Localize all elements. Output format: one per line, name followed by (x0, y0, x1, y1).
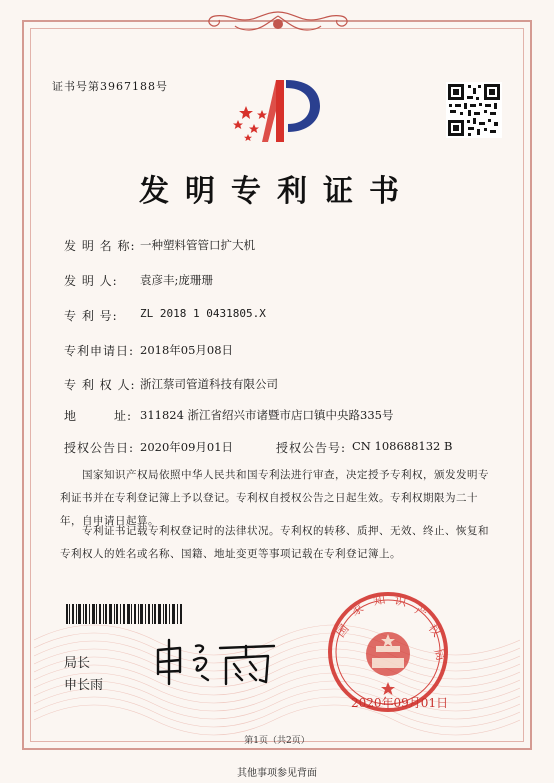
patentee-label: 专 利 权 人: (64, 378, 136, 392)
grant-number-label: 授权公告号: (276, 441, 347, 455)
svg-text:识: 识 (393, 593, 408, 610)
address-label-a: 地 (64, 409, 78, 423)
svg-text:国: 国 (333, 621, 352, 640)
grant-date-label: 授权公告日: (64, 441, 135, 455)
certificate-title: 发明专利证书 (139, 174, 415, 209)
footer-note: 其他事项参见背面 (237, 768, 317, 779)
page-indicator: 第1页（共2页） (244, 736, 310, 746)
statement-paragraph-1: 国家知识产权局依照中华人民共和国专利法进行审查，决定授予专利权，颁发发明专利证书并在专利登记簿上予以登记。专利权自授权公告之日起生效。专利权期限为二十年，自申请日起算。 (60, 469, 489, 527)
filing-date-label: 专利申请日: (64, 344, 135, 358)
signature-icon (150, 636, 282, 688)
svg-text:家: 家 (348, 600, 366, 619)
address-value: 311824 浙江省绍兴市诸暨市店口镇中央路335号 (140, 408, 394, 422)
patent-number-label: 专 利 号: (64, 309, 118, 323)
filing-date-value: 2018年05月08日 (140, 343, 234, 357)
cnipa-logo-icon (232, 76, 324, 146)
grant-number-value: CN 108688132 B (352, 439, 453, 453)
seal-date: 2020年09月01日 (351, 696, 449, 710)
certificate-number: 证书号第3967188号 (52, 80, 168, 93)
svg-text:局: 局 (431, 646, 449, 663)
grant-date-value: 2020年09月01日 (140, 440, 234, 454)
patent-number-value: ZL 2018 1 0431805.X (140, 307, 266, 320)
statement-paragraph-2: 专利证书记载专利权登记时的法律状况。专利权的转移、质押、无效、终止、恢复和专利权人的姓名或名称、国籍、地址变更等事项记载在专利登记簿上。 (60, 525, 489, 560)
director-name: 申长雨 (64, 678, 104, 693)
address-label-b: 址: (114, 409, 133, 423)
inventors-label: 发 明 人: (64, 274, 118, 288)
inventors-value: 袁彦丰;庞珊珊 (140, 273, 213, 287)
svg-text:知: 知 (372, 592, 387, 608)
barcode-icon (66, 604, 184, 624)
svg-text:产: 产 (412, 602, 430, 621)
invention-name-value: 一种塑料管管口扩大机 (140, 238, 255, 252)
director-title: 局长 (64, 656, 91, 671)
svg-text:权: 权 (425, 621, 445, 640)
patentee-value: 浙江蔡司管道科技有限公司 (140, 377, 278, 391)
ornament-icon (205, 8, 351, 42)
qr-code-icon (446, 82, 502, 138)
invention-name-label: 发 明 名 称: (64, 239, 136, 253)
